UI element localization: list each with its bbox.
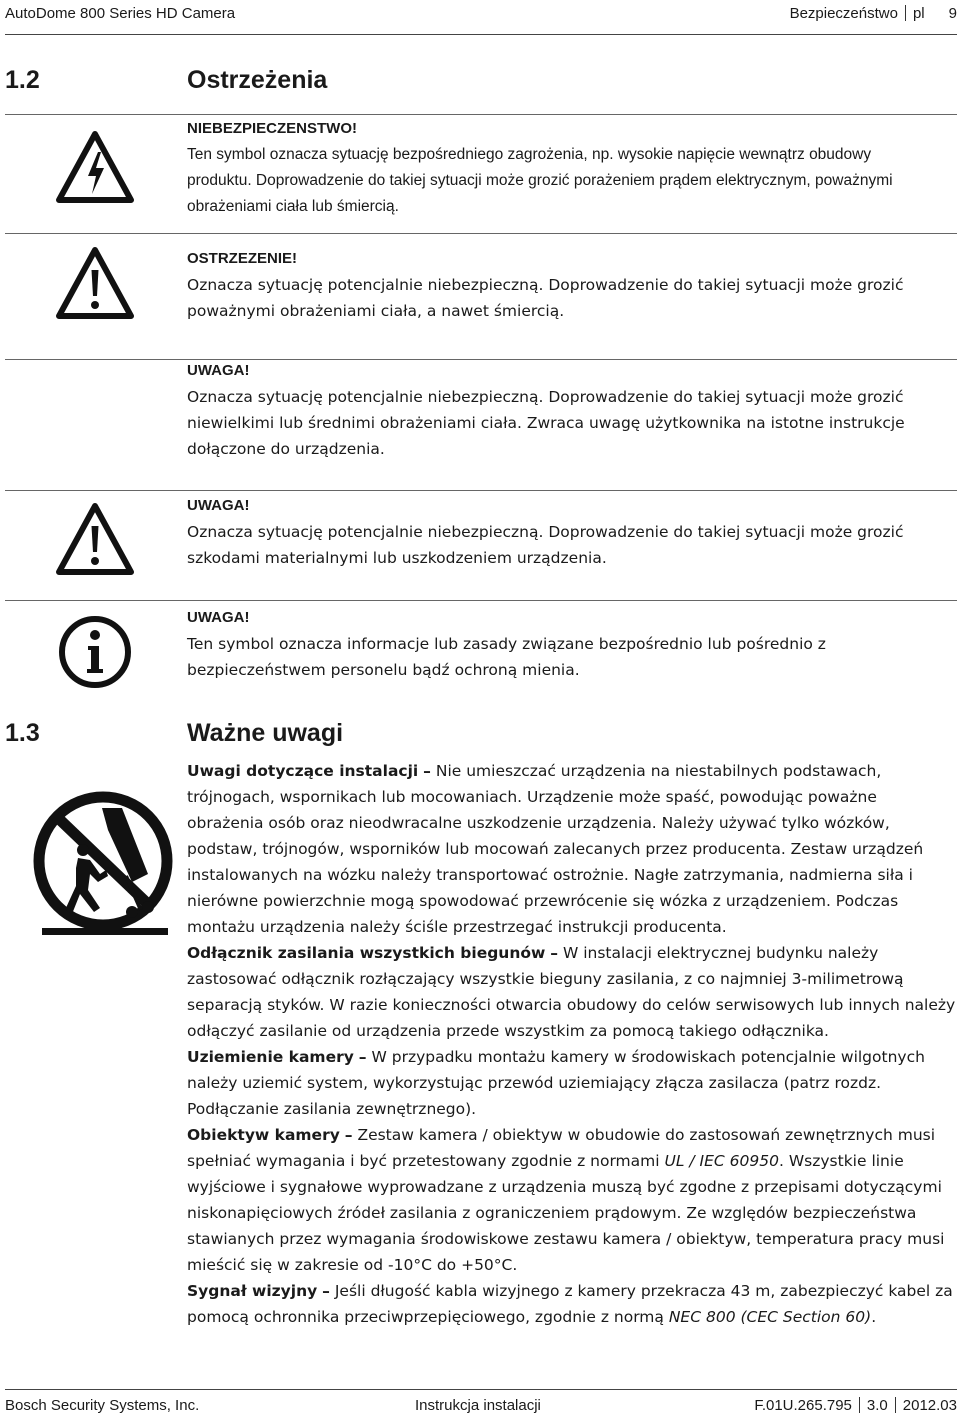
warning-divider <box>5 490 957 491</box>
exclamation-triangle-icon <box>55 500 135 580</box>
warning-title: UWAGA! <box>187 609 250 626</box>
company-name: Bosch Security Systems, Inc. <box>5 1397 200 1414</box>
note-label: Sygnał wizyjny <box>187 1282 318 1300</box>
note-dash: – <box>344 1126 353 1144</box>
note-text: . Wszystkie linie wyjściowe i sygnałowe wyprowadzane z urządzenia muszą być zgodne z przepisami dotyczącymi niskonapięciowych źródeł zasilania z ograniczeniem prądowym. Ze względów bezpieczeństwa stawianych przez wymagania środowiskowe zestawu kamera / obiektyw, temperatura pracy musi mieścić się w zakresie od -10°C do +50°C. <box>187 1152 945 1274</box>
warning-title: OSTRZEZENIE! <box>187 250 298 267</box>
note-text: W przypadku montażu kamery w środowiskach potencjalnie wilgotnych należy uziemić system, wykorzystując przewód uziemiający złącza zasilacza (patrz rozdz. Podłączanie zasilania zewnętrznego). <box>187 1048 925 1118</box>
note-lens <box>187 1122 957 1278</box>
note-norm: UL / IEC 60950 <box>664 1152 779 1170</box>
section-number: 1.2 <box>5 66 40 94</box>
warning-divider <box>5 600 957 601</box>
header-divider <box>5 34 957 35</box>
note-label: Uwagi dotyczące instalacji <box>187 762 419 780</box>
section-title: Ważne uwagi <box>187 719 344 747</box>
electric-shock-triangle-icon <box>55 128 135 208</box>
warning-warning <box>187 246 957 324</box>
note-installation <box>187 758 957 940</box>
product-name: AutoDome 800 Series HD Camera <box>5 5 236 22</box>
section-divider <box>5 114 957 115</box>
footer-divider <box>5 1389 957 1390</box>
note-dash: – <box>322 1282 330 1300</box>
note-dash: – <box>550 944 559 962</box>
page-header <box>5 5 957 22</box>
note-disconnect <box>187 940 957 1044</box>
warning-text: Ten symbol oznacza sytuację bezpośredniego zagrożenia, np. wysokie napięcie wewnątrz obudowy produktu. Doprowadzenie do takiej sytuacji może grozić porażeniem prądem elektrycznym, poważnymi obrażeniami ciała lub śmiercią. <box>187 146 893 215</box>
note-grounding <box>187 1044 957 1122</box>
warning-divider <box>5 233 957 234</box>
note-video <box>187 1278 957 1330</box>
section-number: 1.3 <box>5 719 40 747</box>
note-text: W instalacji elektrycznej budynku należy zastosować odłącznik rozłączający wszystkie bieguny zasilania, z co najmniej 3-milimetrową separacją styków. W razie konieczności otwarcia obudowy do celów serwisowych lub innych należy odłączyć zasilanie od urządzenia przede wszystkim za pomocą takiego odłącznika. <box>187 944 956 1040</box>
important-notes <box>187 758 957 1330</box>
note-text: . <box>871 1308 877 1326</box>
note-text: Zestaw kamera / obiektyw w obudowie do zastosowań zewnętrznych musi spełniać wymagania i być przetestowany zgodnie z normami <box>187 1126 936 1170</box>
document-version: 3.0 <box>866 1397 888 1414</box>
language-code: pl <box>912 5 925 22</box>
section-title: Ostrzeżenia <box>187 66 328 94</box>
warning-caution-property <box>187 493 957 571</box>
note-text: Nie umieszczać urządzenia na niestabilnych podstawach, trójnogach, wspornikach lub mocowaniach. Urządzenie może spaść, powodując poważne obrażenia osób oraz nieodwracalne uszkodzenie urządzenia. Należy używać tylko wózków, podstaw, trójnogów, wsporników lub mocowań zalecanych przez producenta. Zestaw urządzeń instalowanych na wózku należy transportować ostrożnie. Nagłe zatrzymania, nadmierna siła i nierówne powierzchnie mogą spowodować przewrócenie się wózka z urządzeniem. Podczas montażu urządzenia należy ściśle przestrzegać instrukcji producenta. <box>187 762 924 936</box>
document-name: Instrukcja instalacji <box>415 1397 541 1414</box>
document-code: F.01U.265.795 <box>754 1397 852 1414</box>
warning-notice <box>187 605 957 683</box>
exclamation-triangle-icon <box>55 244 135 324</box>
warning-text: Oznacza sytuację potencjalnie niebezpieczną. Doprowadzenie do takiej sytuacji może grozić niewielkimi lub średnimi obrażeniami ciała. Zwraca uwagę użytkownika na istotne instrukcje dołączone do urządzenia. <box>187 388 905 458</box>
warning-caution <box>187 358 957 462</box>
note-label: Odłącznik zasilania wszystkich biegunów <box>187 944 546 962</box>
note-norm: NEC 800 (CEC Section 60) <box>668 1308 872 1326</box>
document-date: 2012.03 <box>902 1397 957 1414</box>
warning-text: Ten symbol oznacza informacje lub zasady związane bezpośrednio lub pośrednio z bezpieczeństwem personelu bądź ochroną mienia. <box>187 635 826 679</box>
warning-danger <box>187 116 957 220</box>
note-label: Obiektyw kamery <box>187 1126 340 1144</box>
note-label: Uziemienie kamery <box>187 1048 354 1066</box>
page-footer <box>5 1397 957 1414</box>
warning-text: Oznacza sytuację potencjalnie niebezpieczną. Doprowadzenie do takiej sytuacji może grozić szkodami materialnymi lub uszkodzeniem urządzenia. <box>187 523 904 567</box>
note-dash: – <box>423 762 431 780</box>
warning-title: UWAGA! <box>187 362 250 379</box>
chapter-name: Bezpieczeństwo <box>789 5 898 22</box>
cart-tip-over-prohibition-icon <box>28 790 178 938</box>
warning-text: Oznacza sytuację potencjalnie niebezpieczną. Doprowadzenie do takiej sytuacji może grozić poważnymi obrażeniami ciała, a nawet śmiercią. <box>187 276 904 320</box>
page-number: 9 <box>948 5 957 22</box>
info-circle-icon <box>55 612 135 692</box>
warning-title: NIEBEZPIECZENSTWO! <box>187 120 358 137</box>
note-dash: – <box>358 1048 367 1066</box>
note-text: Jeśli długość kabla wizyjnego z kamery przekracza 43 m, zabezpieczyć kabel za pomocą ochronnika przeciwprzepięciowego, zgodnie z normą <box>187 1282 953 1326</box>
warning-title: UWAGA! <box>187 497 250 514</box>
